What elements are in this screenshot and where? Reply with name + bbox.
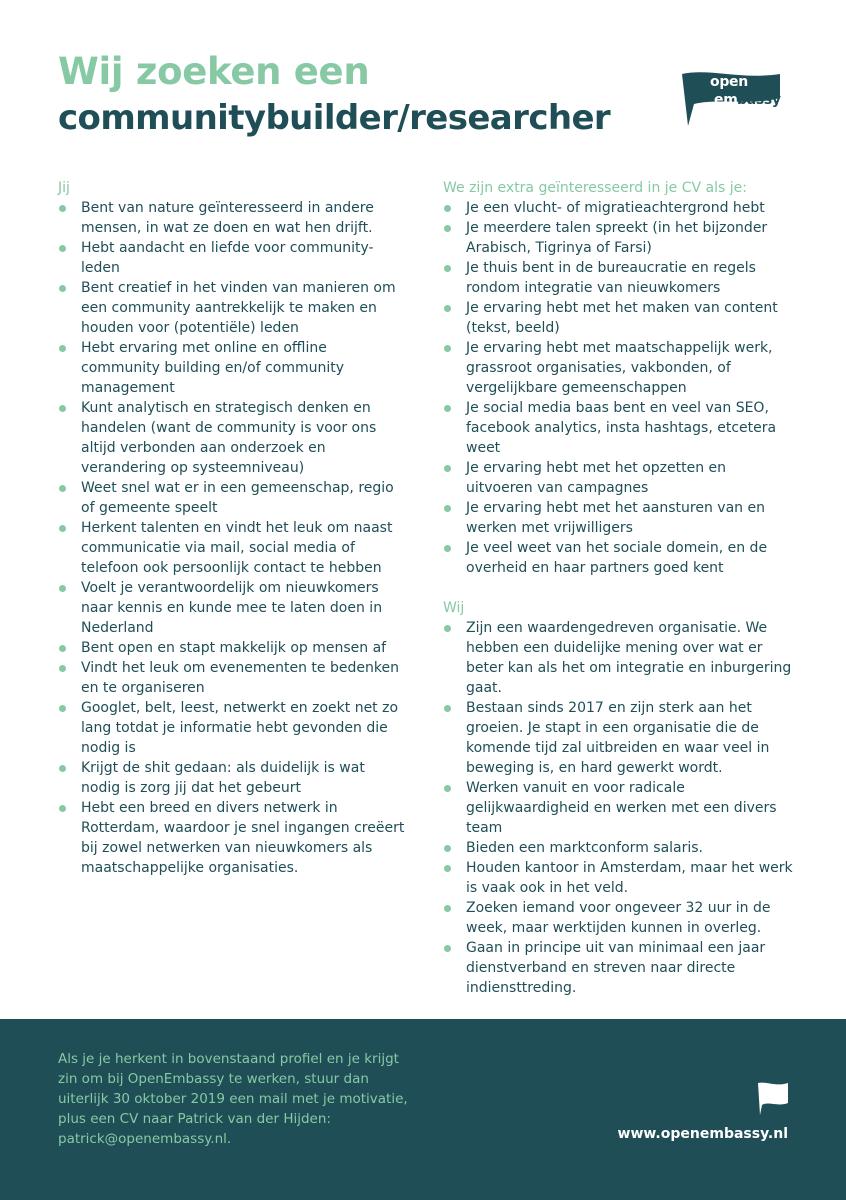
section-heading-wij: Wij xyxy=(443,600,465,616)
list-item-text: Zoeken iemand voor ongeveer 32 uur in de week, maar werktijden kunnen in overleg. xyxy=(466,900,771,936)
bullet-icon xyxy=(444,225,451,232)
list-item-text: Je thuis bent in de bureaucratie en regels rondom integratie van nieuwkomers xyxy=(466,260,756,296)
website-url[interactable]: www.openembassy.nl xyxy=(617,1126,788,1142)
logo-word-em: em xyxy=(714,92,738,108)
list-item-text: Gaan in principe uit van minimaal een jaar dienstverband en streven naar directe indiensttreding. xyxy=(466,940,766,996)
bullet-icon xyxy=(444,265,451,272)
list-item xyxy=(443,498,793,538)
bullet-icon xyxy=(444,945,451,952)
bullet-icon xyxy=(444,505,451,512)
list-item-text: Kunt analytisch en strategisch denken en handelen (want de community is voor ons altijd verbonden aan onderzoek en verandering op systeemniveau) xyxy=(81,400,377,476)
list-item xyxy=(443,778,793,838)
bullet-icon xyxy=(444,545,451,552)
section-heading-extra: We zijn extra geïnteresseerd in je CV als je: xyxy=(443,180,747,196)
section-heading-jij: Jij xyxy=(58,180,70,196)
list-item-text: Weet snel wat er in een gemeenschap, regio of gemeente speelt xyxy=(81,480,394,516)
list-item-text: Bent open en stapt makkelijk op mensen af xyxy=(81,640,387,656)
bullet-icon xyxy=(59,205,66,212)
bullet-icon xyxy=(59,405,66,412)
list-item-text: Hebt aandacht en liefde voor community-leden xyxy=(81,240,374,276)
footer-text: Als je je herkent in bovenstaand profiel en je krijgt zin om bij OpenEmbassy te werken, stuur dan uiterlijk 30 oktober 2019 een mail met je motivatie, plus een CV naar Patrick van der Hijden: patrick@openembassy.nl. xyxy=(58,1051,408,1147)
list-item xyxy=(443,898,793,938)
list-item xyxy=(443,198,793,218)
bullet-icon xyxy=(444,705,451,712)
bullet-icon xyxy=(59,805,66,812)
list-item xyxy=(443,618,793,698)
bullet-icon xyxy=(444,625,451,632)
bullet-icon xyxy=(444,345,451,352)
list-item xyxy=(443,538,793,578)
list-item-text: Hebt een breed en divers netwerk in Rotterdam, waardoor je snel ingangen creëert bij zowel netwerken van nieuwkomers als maatschappelijke organisaties. xyxy=(81,800,405,876)
list-item-text: Vindt het leuk om evenementen te bedenken en te organiseren xyxy=(81,660,399,696)
list-item-text: Voelt je verantwoordelijk om nieuwkomers naar kennis en kunde mee te laten doen in Nederland xyxy=(81,580,383,636)
list-item xyxy=(58,638,408,658)
title-line-2: communitybuilder/researcher xyxy=(58,98,611,138)
list-item xyxy=(58,658,408,698)
logo-word-open: open xyxy=(710,74,748,90)
list-item xyxy=(443,858,793,898)
list-item xyxy=(58,478,408,518)
bullet-icon xyxy=(444,845,451,852)
list-item xyxy=(58,798,408,878)
bullet-icon xyxy=(59,665,66,672)
list-item xyxy=(443,398,793,458)
list-item-text: Werken vanuit en voor radicale gelijkwaardigheid en werken met een divers team xyxy=(466,780,777,836)
list-item-text: Bent creatief in het vinden van manieren om een community aantrekkelijk te maken en houden voor (potentiële) leden xyxy=(81,280,396,336)
logo-word-bassy: bassy xyxy=(737,92,781,108)
left-column xyxy=(58,178,408,878)
bullet-icon xyxy=(444,405,451,412)
list-item xyxy=(58,338,408,398)
title-line-1: Wij zoeken een xyxy=(58,50,370,93)
bullet-icon xyxy=(444,465,451,472)
list-item-text: Bieden een marktconform salaris. xyxy=(466,840,704,856)
list-item xyxy=(443,938,793,998)
bullet-icon xyxy=(59,485,66,492)
list-item xyxy=(443,298,793,338)
list-item-text: Bestaan sinds 2017 en zijn sterk aan het groeien. Je stapt in een organisatie die de komende tijd zal uitbreiden en waar veel in beweging is, en hard gewerkt wordt. xyxy=(466,700,770,776)
list-item xyxy=(443,458,793,498)
list-item-text: Je een vlucht- of migratieachtergrond hebt xyxy=(466,200,765,216)
list-item xyxy=(58,278,408,338)
bullet-icon xyxy=(59,765,66,772)
wij-list xyxy=(443,618,793,998)
list-item-text: Je social media baas bent en veel van SEO, facebook analytics, insta hashtags, etcetera weet xyxy=(466,400,777,456)
bullet-icon xyxy=(444,905,451,912)
bullet-icon xyxy=(59,645,66,652)
list-item-text: Googlet, belt, leest, netwerkt en zoekt net zo lang totdat je informatie hebt gevonden die nodig is xyxy=(81,700,399,756)
bullet-icon xyxy=(444,205,451,212)
list-item xyxy=(58,758,408,798)
list-item-text: Zijn een waardengedreven organisatie. We hebben een duidelijke mening over wat er beter kan als het om integratie en inburgering gaat. xyxy=(466,620,792,696)
list-item xyxy=(443,338,793,398)
list-item-text: Bent van nature geïnteresseerd in andere mensen, in wat ze doen en wat hen drijft. xyxy=(81,200,374,236)
list-item-text: Krijgt de shit gedaan: als duidelijk is wat nodig is zorg jij dat het gebeurt xyxy=(81,760,365,796)
list-item-text: Je ervaring hebt met het opzetten en uitvoeren van campagnes xyxy=(466,460,727,496)
list-item xyxy=(443,698,793,778)
bullet-icon xyxy=(59,285,66,292)
bullet-icon xyxy=(59,525,66,532)
footer xyxy=(0,1019,846,1200)
open-embassy-logo xyxy=(680,70,792,130)
bullet-icon xyxy=(444,865,451,872)
list-item xyxy=(443,218,793,258)
bullet-icon xyxy=(59,585,66,592)
extra-interest-list xyxy=(443,198,793,578)
bullet-icon xyxy=(444,305,451,312)
list-item-text: Hebt ervaring met online en offline community building en/of community management xyxy=(81,340,345,396)
bullet-icon xyxy=(59,245,66,252)
jij-list xyxy=(58,198,408,878)
list-item xyxy=(58,578,408,638)
list-item-text: Je ervaring hebt met het aansturen van en werken met vrijwilligers xyxy=(466,500,765,536)
list-item xyxy=(443,838,793,858)
list-item-text: Je ervaring hebt met maatschappelijk werk, grassroot organisaties, vakbonden, of vergelijkbare gemeenschappen xyxy=(466,340,773,396)
list-item xyxy=(58,398,408,478)
list-item-text: Herkent talenten en vindt het leuk om naast communicatie via mail, social media of telefoon ook persoonlijk contact te hebben xyxy=(81,520,393,576)
list-item xyxy=(443,258,793,298)
list-item-text: Je veel weet van het sociale domein, en de overheid en haar partners goed kent xyxy=(466,540,768,576)
bullet-icon xyxy=(444,785,451,792)
bullet-icon xyxy=(59,345,66,352)
list-item xyxy=(58,238,408,278)
white-flag-icon xyxy=(756,1081,790,1117)
right-column xyxy=(443,178,793,998)
list-item-text: Houden kantoor in Amsterdam, maar het werk is vaak ook in het veld. xyxy=(466,860,793,896)
list-item xyxy=(58,198,408,238)
list-item-text: Je ervaring hebt met het maken van content (tekst, beeld) xyxy=(466,300,778,336)
bullet-icon xyxy=(59,705,66,712)
list-item xyxy=(58,518,408,578)
list-item-text: Je meerdere talen spreekt (in het bijzonder Arabisch, Tigrinya of Farsi) xyxy=(466,220,768,256)
list-item xyxy=(58,698,408,758)
